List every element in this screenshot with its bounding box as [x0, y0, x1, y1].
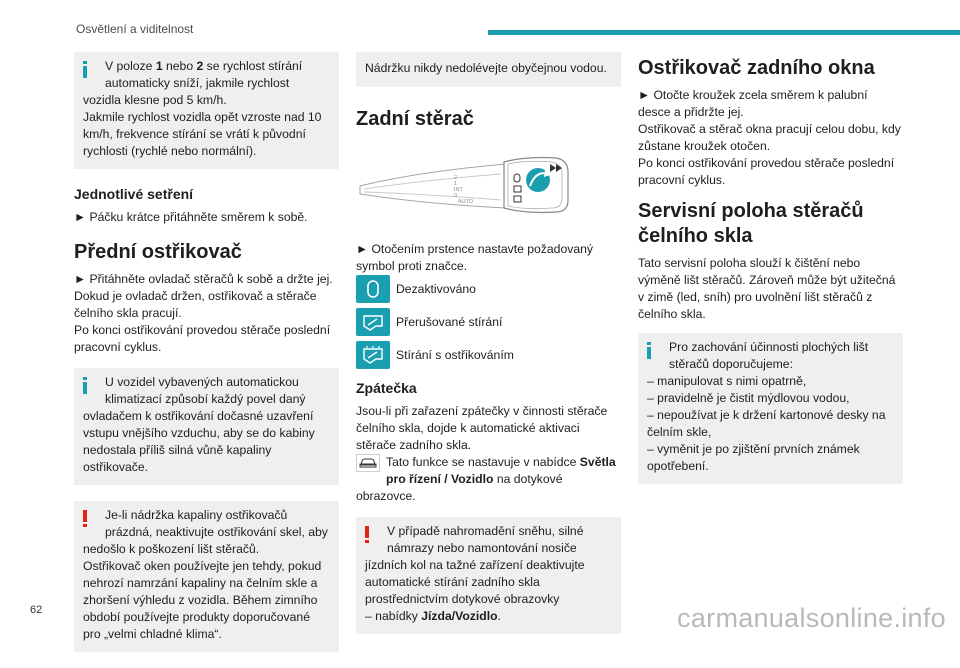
- symbol-row-intermittent: [356, 308, 621, 336]
- warning-box-fluid: [74, 501, 339, 652]
- rear-washer-text2: Ostřikovač a stěrač okna pracují celou dobu, kdy zůstane kroužek otočen.: [638, 122, 901, 153]
- wiper-off-symbol: [356, 275, 390, 303]
- symbol-row-off: [356, 275, 621, 303]
- section-title: Osvětlení a viditelnost: [76, 22, 194, 36]
- wiper-intermittent-icon: [362, 312, 384, 332]
- water-note-box: [356, 52, 621, 87]
- front-washer-text2: Po konci ostřikování provedou stěrače poslední pracovní cyklus.: [74, 323, 331, 354]
- reverse-settings-text-end: obrazovce.: [356, 489, 416, 503]
- warning-box-snow-rest: jízdních kol na tažné zařízení deaktivujte automatické stírání zadního skla prostřednictvím dotykové obrazovky: [365, 558, 585, 606]
- info-box-blades: [638, 333, 903, 484]
- warning-box-snow: [356, 517, 621, 634]
- info-icon: [83, 61, 87, 78]
- symbol-label-intermittent: Přerušované stírání: [396, 314, 503, 329]
- rear-wiper-heading: Zadní stěrač: [356, 108, 474, 130]
- wiper-wash-icon: [362, 345, 384, 365]
- warning-box-snow-last: – nabídky Jízda/Vozidlo.: [365, 609, 501, 623]
- stalk-label-int: INT: [454, 187, 463, 193]
- single-wipe-heading: Jednotlivé setření: [74, 186, 194, 202]
- blade-tip-1: – manipulovat s nimi opatrně,: [647, 374, 807, 388]
- header-accent-bar: [488, 30, 960, 35]
- symbol-row-wash: [356, 341, 621, 369]
- info-icon: [83, 377, 87, 394]
- stalk-label-1: 1: [454, 181, 458, 187]
- wiper-intermittent-symbol: [356, 308, 390, 336]
- info-box-blades-first: Pro zachování účinnosti plochých lišt stěračů doporučujeme:: [669, 340, 869, 371]
- rear-washer-heading: Ostřikovač zadního okna: [638, 57, 875, 79]
- column-3: [638, 52, 903, 500]
- reverse-settings-text: Tato funkce se nastavuje v nabídce Světla pro řízení / Vozidlo na dotykové: [386, 455, 616, 486]
- front-washer-text1: ► Přitáhněte ovladač stěračů k sobě a držte jej. Dokud je ovladač držen, ostřikovač a stěrače čelního skla pracují.: [74, 272, 333, 320]
- warning-icon: [83, 510, 87, 527]
- service-position-heading: Servisní poloha stěračů čelního skla: [638, 200, 864, 247]
- water-note-text: Nádržku nikdy nedolévejte obyčejnou vodou.: [365, 61, 607, 75]
- reverse-text: Jsou-li při zařazení zpátečky v činnosti stěrače čelního skla, dojde k automatické aktivaci stěrače zadního skla.: [356, 404, 608, 452]
- column-1: [74, 52, 339, 668]
- warning-box-fluid-rest1: nedošlo k poškození lišt stěračů.: [83, 542, 260, 556]
- info-box-speed-line1: V poloze 1 nebo 2 se rychlost stírání automaticky sníží, jakmile rychlost: [105, 59, 303, 90]
- info-box-speed-line3: Jakmile rychlost vozidla opět vzroste nad 10 km/h, frekvence stírání se vrátí k původní rychlosti (rychlé nebo normální).: [83, 110, 322, 158]
- blade-tip-2: – pravidelně je čistit mýdlovou vodou,: [647, 391, 850, 405]
- symbol-label-wash: Stírání s ostřikováním: [396, 347, 514, 362]
- stalk-label-auto: AUTO: [458, 199, 474, 205]
- watermark: carmanualsonline.info: [677, 603, 946, 633]
- info-icon: [647, 342, 651, 359]
- rear-wiper-stalk-illustration: [356, 142, 582, 222]
- info-box-climate-rest: ovladačem k ostřikování dočasné uzavření vstupu vnějšího vzduchu, aby se do kabiny nedostala příliš silná vůně kapaliny ostřikovače.: [83, 409, 315, 474]
- warning-icon: [365, 526, 369, 543]
- page-number: 62: [30, 604, 43, 616]
- column-2: [356, 52, 621, 650]
- front-washer-heading: Přední ostřikovač: [74, 241, 242, 263]
- info-box-climate-first: U vozidel vybavených automatickou klimatizací způsobí každý povel daný: [105, 375, 306, 406]
- service-position-text: Tato servisní poloha slouží k čištění nebo výměně lišt stěračů. Zároveň může být užitečná v zimě (led, sníh) pro uvolnění lišt stěračů z čelního skla.: [638, 256, 896, 321]
- blade-tip-3: – nepoužívat je k držení kartonové desky na čelním skle,: [647, 408, 886, 439]
- car-settings-icon: [356, 454, 380, 472]
- symbol-label-off: Dezaktivováno: [396, 281, 476, 296]
- reverse-heading: Zpátečka: [356, 380, 417, 396]
- single-wipe-text: ► Páčku krátce přitáhněte směrem k sobě.: [74, 210, 308, 224]
- wiper-off-icon: [364, 279, 382, 299]
- rear-washer-text1: ► Otočte kroužek zcela směrem k palubní desce a přidržte jej.: [638, 88, 868, 119]
- warning-box-fluid-rest2: Ostřikovač oken používejte jen tehdy, pokud nehrozí namrzání kapaliny na čelním skle a zhoršení výhledu z vozidla. Během zimního období používejte produkty doporučované pro „velmi chladné klima“.: [83, 559, 322, 641]
- stalk-label-0: 0: [454, 193, 458, 199]
- stalk-label-2: 2: [454, 175, 458, 181]
- warning-box-fluid-first: Je-li nádržka kapaliny ostřikovačů prázdná, neaktivujte ostřikování skel, aby: [105, 508, 328, 539]
- reverse-settings-row: [356, 454, 621, 488]
- rear-washer-text3: Po konci ostřikování provedou stěrače poslední pracovní cyklus.: [638, 156, 895, 187]
- wiper-wash-symbol: [356, 341, 390, 369]
- info-box-speed: [74, 52, 339, 169]
- warning-box-snow-first: V případě nahromadění sněhu, silné námrazy nebo namontování nosiče: [387, 524, 584, 555]
- rear-wiper-text: ► Otočením prstence nastavte požadovaný symbol proti značce.: [356, 242, 593, 273]
- info-box-speed-line2: vozidla klesne pod 5 km/h.: [83, 93, 227, 107]
- info-box-climate: [74, 368, 339, 485]
- blade-tip-4: – vyměnit je po zjištění prvních známek opotřebení.: [647, 442, 860, 473]
